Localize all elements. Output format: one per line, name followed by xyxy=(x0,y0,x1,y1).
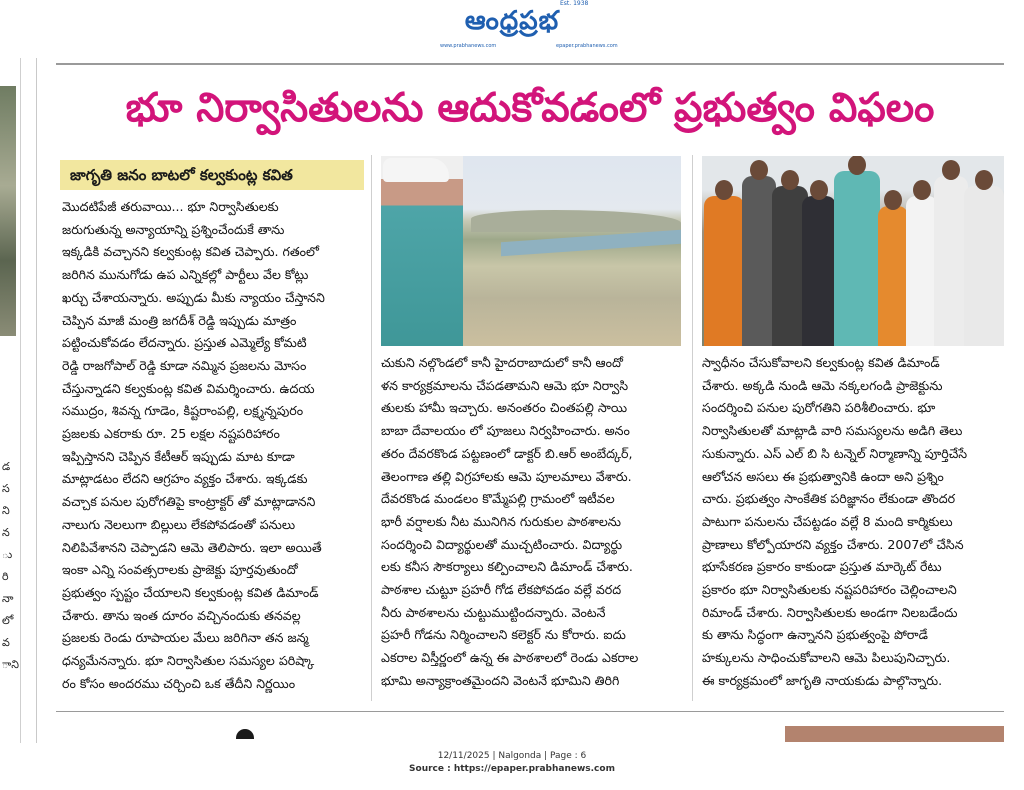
article-line: పాటుగా పనులను చేపట్టడం వల్లే 8 మంది కార్మికులు xyxy=(702,513,953,529)
photo-river xyxy=(501,230,681,257)
article-line: భూమి అన్యాక్రాంతమైందని వెంటనే భూమిని తిరిగి xyxy=(381,672,620,688)
article-headline: భూ నిర్వాసితులను ఆదుకోవడంలో ప్రభుత్వం విఫలం xyxy=(125,85,935,131)
adjacent-text-fragment: డ xyxy=(2,460,11,473)
left-column-divider xyxy=(36,58,37,743)
article-line: ప్రజలకు ఎకరాకు రూ. 25 లక్షల నష్టపరిహారం xyxy=(62,426,280,442)
article-line: రిమాండ్ చేశారు. నిర్వాసితులకు అండగా నిలబడేందు xyxy=(702,604,958,620)
article-line: నాలుగు నెలలుగా బిల్లులు లేకపోవడంతో పనులు xyxy=(62,516,296,532)
article-line: సందర్శించి విద్యార్థులతో ముచ్చటించారు. విద్యార్థు xyxy=(381,536,623,552)
adjacent-ad-fragment xyxy=(785,726,1004,742)
article-line: తరం దేవరకొండ పట్టణంలో డాక్టర్ బి.ఆర్ అంబేద్కర్, xyxy=(381,445,633,461)
article-line: జరుగుతున్న అన్యాయాన్ని ప్రశ్నించేందుకే తాను xyxy=(62,221,285,237)
photo-person-head xyxy=(848,156,866,175)
article-line: మాట్లాడటం లేదని ఆగ్రహం వ్యక్తం చేశారు. ఇక్కడకు xyxy=(62,471,308,487)
article-line: చేస్తున్నాడని కల్వకుంట్ల కవిత విమర్శించారు. ఉదయ xyxy=(62,380,315,396)
article-line: రం కోసం అందరము చర్చించి ఒక తేదీని నిర్ణయిం xyxy=(62,675,296,691)
article-line: ఇప్పిస్తానని చెప్పిన కేటీఆర్ ఇప్పుడు మాట కూడా xyxy=(62,448,295,464)
article-line: మొదటిపేజీ తరువాయి... భూ నిర్వాసితులకు xyxy=(62,199,279,214)
article-line: ఇంకా ఎన్ని సంవత్సరాలకు ప్రాజెక్టు పూర్తవుతుందో xyxy=(62,562,298,578)
article-column-3 xyxy=(702,352,1004,693)
adjacent-photo-fragment xyxy=(0,86,16,336)
article-line: ఇక్కడికి వచ్చానని కల్వకుంట్ల కవిత చెప్పారు. గతంలో xyxy=(62,244,320,260)
photo-cap xyxy=(383,158,449,182)
logo-est-text: Est. 1938 xyxy=(560,0,589,7)
adjacent-content-fragment xyxy=(236,729,254,739)
article-line: కు తాను సిద్ధంగా ఉన్నానని ప్రభుత్వంపై పోరాడే xyxy=(702,627,928,643)
top-divider xyxy=(56,63,1004,65)
photo-person-head xyxy=(750,160,768,180)
article-line: ప్రజలకు రెండు రూపాయల మేలు జరిగినా తన జన్మ xyxy=(62,630,309,646)
article-column-1 xyxy=(62,196,364,695)
article-line: లకు కనీస సౌకర్యాలు కల్పించాలని డిమాండ్ చేశారు. xyxy=(381,559,633,575)
article-kicker: జాగృతి జనం బాటలో కల్వకుంట్ల కవిత xyxy=(60,160,364,190)
logo-website-text: www.prabhanews.com xyxy=(440,43,497,49)
logo-text: ఆంధ్రప్రభ xyxy=(464,6,560,36)
article-line: నీరు పాఠశాలను చుట్టుముట్టిందన్నారు. వెంటనే xyxy=(381,604,606,620)
article-line: సముద్రం, శివన్న గూడెం, కిష్టరాంపల్లి, లక్ష్మన్నపురం xyxy=(62,403,304,419)
adjacent-text-fragment: ని xyxy=(2,504,10,517)
photo-leader-at-river xyxy=(381,156,681,346)
article-line: ఖర్చు చేశాయన్నారు. అప్పుడు మీకు న్యాయం చేస్తానని xyxy=(62,289,325,305)
photo-group-interaction xyxy=(702,156,1004,346)
article-line: స్వాధీనం చేసుకోవాలని కల్వకుంట్ల కవిత డిమాండ్ xyxy=(702,355,940,370)
photo-person xyxy=(834,171,880,346)
photo-hills xyxy=(471,210,681,232)
photo-person xyxy=(878,206,908,346)
article-line: పట్టించుకోవడం లేదన్నారు. ప్రస్తుత ఎమ్మెల్యే కోమటి xyxy=(62,335,307,351)
article-line: తులకు హామీ ఇచ్చారు. అనంతరం చింతపల్లి సాయి xyxy=(381,400,628,416)
adjacent-text-fragment: నా xyxy=(2,592,14,605)
photo-person-head xyxy=(715,180,733,200)
article-line: రెడ్డి రాజగోపాల్ రెడ్డి కూడా నమ్మిన ప్రజలను మోసం xyxy=(62,357,307,373)
photo-person xyxy=(704,196,744,346)
photo-person-head xyxy=(810,180,828,200)
photo-person xyxy=(381,156,463,346)
article-line: చెప్పిన మాజీ మంత్రి జగదీశ్ రెడ్డి ఇప్పుడు మాత్రం xyxy=(62,312,297,328)
adjacent-text-fragment: ు xyxy=(2,548,13,561)
masthead xyxy=(0,0,1024,56)
adjacent-text-fragment: రి xyxy=(2,570,9,583)
article-line: సుకున్నారు. ఎస్ ఎల్ బి సి టన్నెల్ నిర్మాణాన్ని పూర్తిచేసే xyxy=(702,445,968,461)
article-line: చారు. ప్రభుత్వం సాంకేతిక పరిజ్ఞానం లేకుండా తొందర xyxy=(702,491,956,507)
article-line: ళన కార్యక్రమాలను చేపడతామని ఆమె భూ నిర్వాసి xyxy=(381,377,629,393)
article-column-2 xyxy=(381,352,681,693)
adjacent-article-strip xyxy=(0,58,21,743)
article-line: ప్రాణాలు కోల్పోయారని వ్యక్తం చేశారు. 2007లో చేసిన xyxy=(702,536,964,552)
newspaper-logo xyxy=(434,6,590,46)
logo-epaper-text: epaper.prabhanews.com xyxy=(556,43,618,49)
article-line: చేశారు. తాను ఇంత దూరం వచ్చినందుకు తనవల్ల xyxy=(62,607,301,623)
article-line: చేశారు. అక్కడి నుండి ఆమె నక్కలగండి ప్రాజెక్టును xyxy=(702,377,943,393)
article-line: హక్కులను సాధించుకోవాలని ఆమె పిలుపునిచ్చారు. xyxy=(702,650,951,666)
adjacent-text-fragment: వ xyxy=(2,636,10,649)
adjacent-text-fragment: ాని xyxy=(2,658,19,671)
article-line: చుకుని నల్గొండలో కానీ హైదరాబాదులో కానీ ఆందో xyxy=(381,355,623,370)
article-line: ప్రహరీ గోడను నిర్మించాలని కలెక్టర్ ను కోరారు. ఐదు xyxy=(381,627,626,643)
photo-person-head xyxy=(781,170,799,190)
article-line: తెలంగాణ తల్లి విగ్రహాలకు ఆమె పూలమాలు వేశారు. xyxy=(381,468,632,484)
article-line: జరిగిన మునుగోడు ఉప ఎన్నికల్లో పార్టీలు వేల కోట్లు xyxy=(62,267,309,283)
article-line: ధన్యమేనన్నారు. భూ నిర్వాసితుల సమస్యల పరిష్కా xyxy=(62,653,315,669)
article-line: పాఠశాల చుట్టూ ప్రహరీ గోడ లేకపోవడం వల్లే వరద xyxy=(381,582,622,598)
photo-person xyxy=(742,176,776,346)
column-divider-1 xyxy=(371,155,372,701)
article-line: బాబా దేవాలయం లో పూజలు నిర్వహించారు. అనం xyxy=(381,423,630,439)
article-line: నిలిపివేశానని చెప్పాడని ఆమె తెలిపారు. ఇలా అయితే xyxy=(62,539,322,555)
adjacent-text-fragment: లో xyxy=(2,614,14,627)
photo-person xyxy=(964,186,1004,346)
article-line: వచ్చాక పనుల పురోగతిపై కాంట్రాక్టర్ తో మాట్లాడానని xyxy=(62,494,316,510)
photo-person xyxy=(934,176,968,346)
article-line: ఈ కార్యక్రమంలో జాగృతి నాయకుడు పాల్గొన్నారు. xyxy=(702,672,943,688)
photo-person-head xyxy=(942,160,960,180)
source-link[interactable]: Source : https://epaper.prabhanews.com xyxy=(409,764,615,774)
column-divider-2 xyxy=(692,155,693,701)
article-line: ఆలోచన అసలు ఈ ప్రభుత్వానికి ఉందా అని ప్రశ్నిం xyxy=(702,468,944,484)
article-line: భూసేకరణ ప్రకారం కాకుండా ప్రస్తుత మార్కెట్ రేటు xyxy=(702,559,942,575)
article-line: ఎకరాల విస్తీర్ణంలో ఉన్న ఈ పాఠశాలలో రెండు ఎకరాల xyxy=(381,650,639,666)
article-line: నిర్వాసితులతో మాట్లాడి వారి సమస్యలను అడిగి తెలు xyxy=(702,423,963,439)
edition-info: 12/11/2025 | Nalgonda | Page : 6 xyxy=(437,751,587,761)
adjacent-text-fragment: న xyxy=(2,526,10,539)
photo-person-head xyxy=(913,180,931,200)
article-line: సందర్శించి పనుల పురోగతిని పరిశీలించారు. భూ xyxy=(702,400,936,416)
article-line: ప్రకారం భూ నిర్వాసితులకు నష్టపరిహారం చెల్లించాలని xyxy=(702,582,957,598)
bottom-divider xyxy=(56,711,1004,712)
adjacent-text-fragment: స xyxy=(2,482,10,495)
article-line: దేవరకొండ మండలం కొమ్మేపల్లి గ్రామంలో ఇటీవల xyxy=(381,491,615,507)
photo-person-head xyxy=(884,190,902,210)
article-line: ప్రభుత్వం స్పష్టం చేయాలని కల్వకుంట్ల కవిత డిమాండ్ xyxy=(62,584,319,600)
article-line: భారీ వర్షాలకు నీట మునిగిన గురుకుల పాఠశాలను xyxy=(381,513,621,529)
photo-person-head xyxy=(975,170,993,190)
photo-person xyxy=(802,196,836,346)
